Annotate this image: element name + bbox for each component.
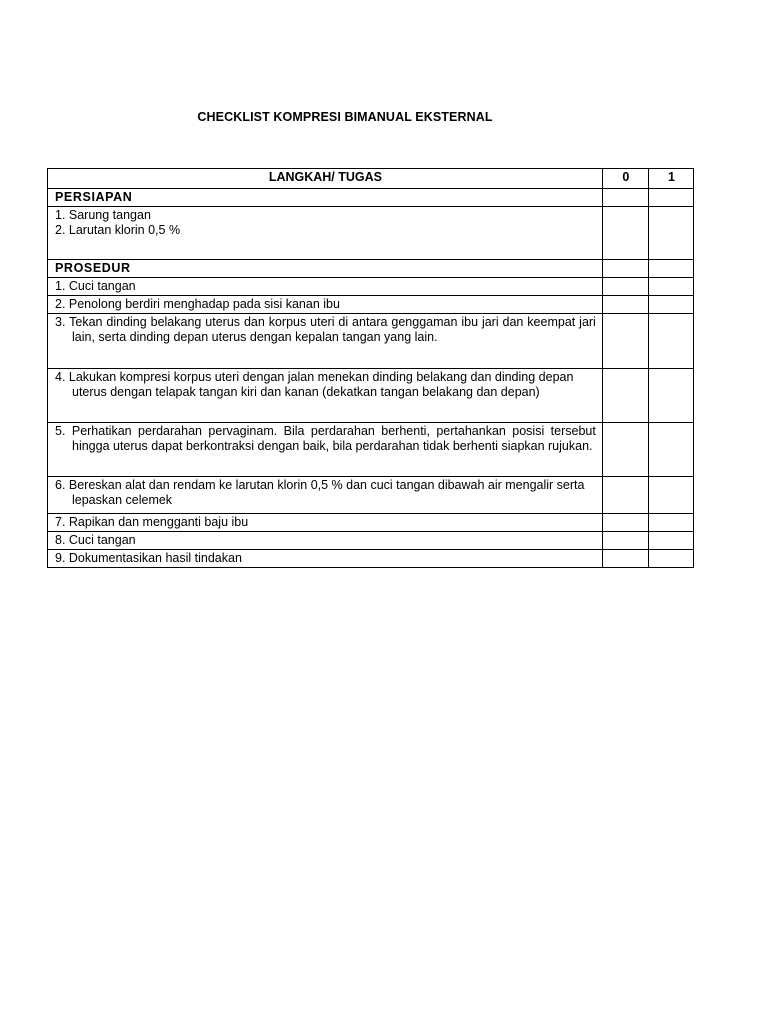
section-label-text: PERSIAPAN <box>55 190 133 204</box>
score-cell-0[interactable] <box>602 423 648 477</box>
score-cell-0[interactable] <box>602 477 648 514</box>
section-label-persiapan <box>48 189 603 207</box>
score-cell-1[interactable] <box>648 296 693 314</box>
step-text: 6. Bereskan alat dan rendam ke larutan klorin 0,5 % dan cuci tangan dibawah air mengalir serta lepaskan celemek <box>55 478 585 507</box>
score-cell-0[interactable] <box>602 207 648 260</box>
persiapan-items <box>48 207 603 260</box>
header-score-1: 1 <box>648 169 693 189</box>
header-task: LANGKAH/ TUGAS <box>48 169 603 189</box>
score-cell-1[interactable] <box>648 189 693 207</box>
score-cell-0[interactable] <box>602 260 648 278</box>
score-cell-1[interactable] <box>648 514 693 532</box>
score-cell-1[interactable] <box>648 207 693 260</box>
table-row <box>48 423 694 477</box>
list-item: 1. Sarung tangan <box>55 208 151 222</box>
step-text: 9. Dokumentasikan hasil tindakan <box>48 550 603 568</box>
score-cell-1[interactable] <box>648 477 693 514</box>
step-cell <box>48 369 603 423</box>
step-text: 5. Perhatikan perdarahan pervaginam. Bila perdarahan berhenti, pertahankan posisi tersebut hingga uterus dapat berkontraksi dengan baik, bila perdarahan tidak berhenti siapkan rujukan. <box>55 424 596 453</box>
header-score-0: 0 <box>602 169 648 189</box>
checklist-table <box>47 168 694 568</box>
score-cell-1[interactable] <box>648 532 693 550</box>
table-row <box>48 296 694 314</box>
step-text: 4. Lakukan kompresi korpus uteri dengan jalan menekan dinding belakang dan dinding depan uterus dengan telapak tangan kiri dan kanan (dekatkan tangan belakang dan depan) <box>55 370 574 399</box>
step-text: 3. Tekan dinding belakang uterus dan korpus uteri di antara genggaman ibu jari dan keempat jari lain, serta dinding depan uterus dengan kepalan tangan yang lain. <box>55 315 596 344</box>
step-cell <box>48 314 603 369</box>
score-cell-1[interactable] <box>648 260 693 278</box>
score-cell-0[interactable] <box>602 514 648 532</box>
score-cell-0[interactable] <box>602 314 648 369</box>
section-label-prosedur <box>48 260 603 278</box>
score-cell-0[interactable] <box>602 189 648 207</box>
score-cell-1[interactable] <box>648 278 693 296</box>
score-cell-1[interactable] <box>648 550 693 568</box>
document-title: CHECKLIST KOMPRESI BIMANUAL EKSTERNAL <box>197 110 493 124</box>
step-cell <box>48 423 603 477</box>
score-cell-0[interactable] <box>602 278 648 296</box>
table-row <box>48 278 694 296</box>
table-row <box>48 532 694 550</box>
score-cell-0[interactable] <box>602 296 648 314</box>
score-cell-1[interactable] <box>648 369 693 423</box>
table-row <box>48 369 694 423</box>
table-row <box>48 207 694 260</box>
table-row <box>48 514 694 532</box>
score-cell-0[interactable] <box>602 550 648 568</box>
table-row <box>48 550 694 568</box>
step-text: 1. Cuci tangan <box>48 278 603 296</box>
list-item: 2. Larutan klorin 0,5 % <box>55 223 181 237</box>
step-text: 7. Rapikan dan mengganti baju ibu <box>48 514 603 532</box>
score-cell-0[interactable] <box>602 532 648 550</box>
step-text: 8. Cuci tangan <box>48 532 603 550</box>
section-row-persiapan <box>48 189 694 207</box>
score-cell-1[interactable] <box>648 314 693 369</box>
table-row <box>48 314 694 369</box>
section-row-prosedur <box>48 260 694 278</box>
table-row <box>48 477 694 514</box>
step-text: 2. Penolong berdiri menghadap pada sisi kanan ibu <box>48 296 603 314</box>
score-cell-1[interactable] <box>648 423 693 477</box>
section-label-text: PROSEDUR <box>55 261 131 275</box>
step-cell <box>48 477 603 514</box>
table-header-row <box>48 169 694 189</box>
score-cell-0[interactable] <box>602 369 648 423</box>
